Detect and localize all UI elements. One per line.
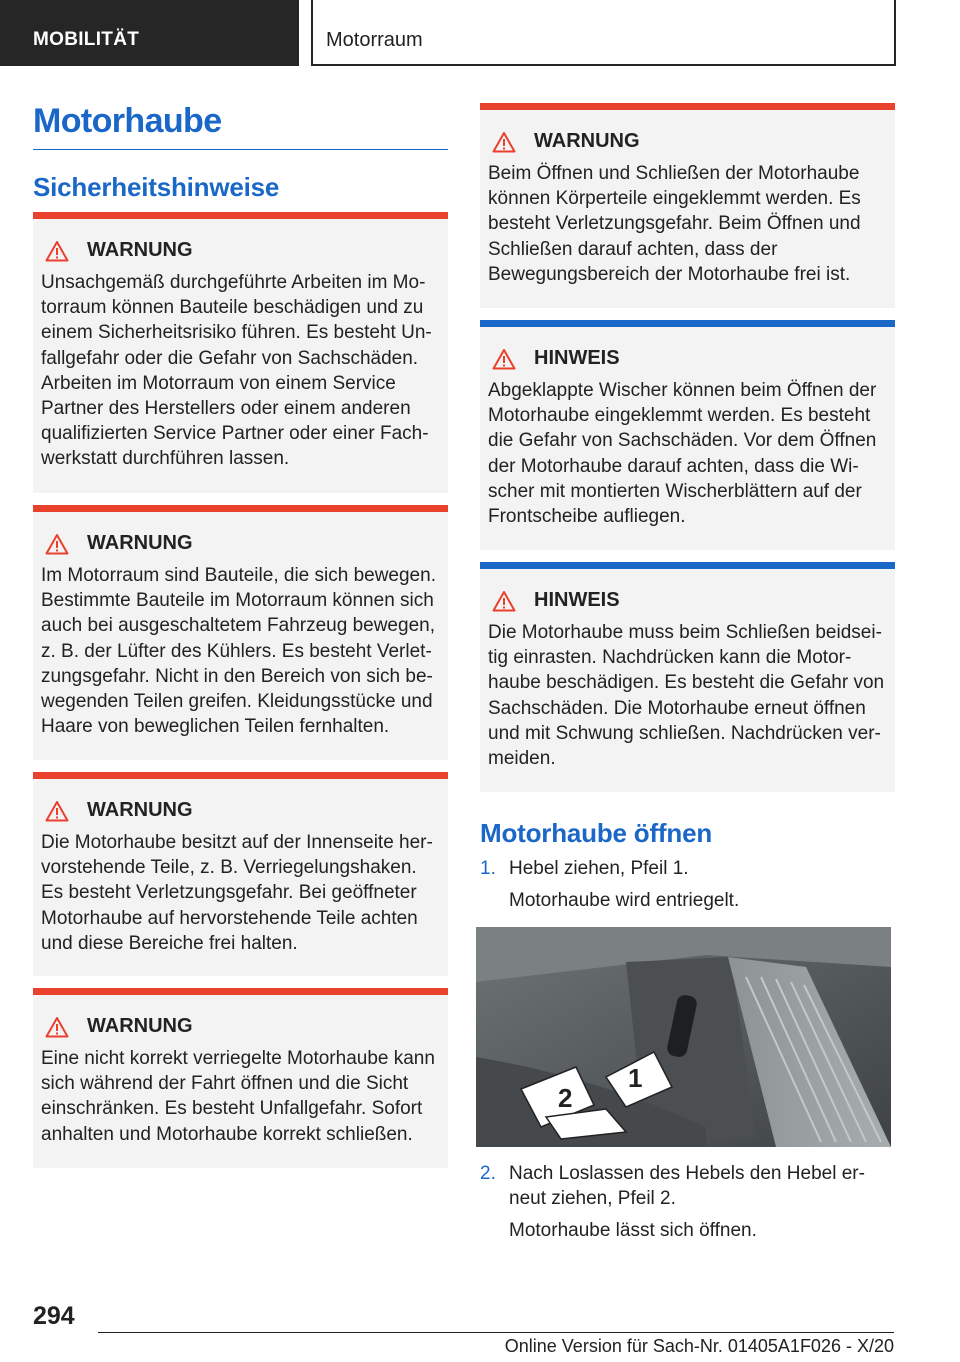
note-text: Die Motorhaube muss beim Schließen beidseitig einrasten. Nachdrücken kann die Motorhaube beschädigen. Es besteht die Gefahr von Sachschäden. Die Motorhaube erneut öffnen und mit Schwung schließen. Nachdrücken vermeiden. xyxy=(488,622,885,770)
warning-title xyxy=(45,239,440,262)
section-heading-safety: Sicherheitshinweise xyxy=(33,172,280,202)
warning-label: WARNUNG xyxy=(534,130,640,152)
section-label: MOBILITÄT xyxy=(33,29,140,50)
step-result: Motorhaube lässt sich öffnen. xyxy=(509,1220,757,1242)
note-title xyxy=(492,347,887,370)
note-text: Abgeklappte Wischer können beim Öffnen der Motorhaube eingeklemmt werden. Es besteht die Gefahr von Sachschäden. Vor dem Öffnen der Motorhaube darauf achten, dass die Wischer mit montierten Wischerblättern auf der Frontscheibe aufliegen. xyxy=(488,380,877,528)
step-2 xyxy=(480,1161,895,1244)
arrow-1-label: 1 xyxy=(628,1063,643,1093)
warning-triangle-icon xyxy=(45,533,69,555)
warning-text: Eine nicht korrekt verriegelte Motorhaube kann sich während der Fahrt öffnen und die Sicht einschränken. Es besteht Unfallgefahr. Sofort anhalten und Motorhaube korrekt schließen. xyxy=(41,1048,435,1145)
page-number: 294 xyxy=(33,1302,75,1330)
chapter-label: Motorraum xyxy=(326,29,423,51)
warning-title xyxy=(492,130,887,153)
warning-triangle-icon xyxy=(492,131,516,153)
warning-label: WARNUNG xyxy=(87,532,193,554)
footer-divider xyxy=(98,1332,894,1333)
section-heading-open-hood: Motorhaube öffnen xyxy=(480,818,713,848)
warning-title xyxy=(45,799,440,822)
warning-triangle-icon xyxy=(45,240,69,262)
warning-text: Unsachgemäß durchgeführte Arbeiten im Motorraum können Bauteile beschädigen und zu einem Sicherheitsrisiko führen. Es besteht Unfallgefahr oder die Gefahr von Sachschäden. Arbeiten im Motorraum von einem Service Partner des Herstellers oder einem anderen qualifizierten Service Partner oder einer Fachwerkstatt durchführen lassen. xyxy=(41,272,432,470)
warning-text: Im Motorraum sind Bauteile, die sich bewegen. Bestimmte Bauteile im Motorraum können sich auch bei ausgeschaltetem Fahrzeug bewegen, z. B. der Lüfter des Kühlers. Es besteht Verletzungsgefahr. Nicht in den Bereich von sich bewegenden Teilen greifen. Kleidungsstücke und Haare von beweglichen Teilen fernhalten. xyxy=(41,565,436,738)
warning-label: WARNUNG xyxy=(87,239,193,261)
warning-label: WARNUNG xyxy=(87,1015,193,1037)
step-result: Motorhaube wird entriegelt. xyxy=(509,890,740,912)
step-number: 1. xyxy=(480,858,496,879)
warning-triangle-icon xyxy=(492,348,516,370)
warning-triangle-icon xyxy=(45,800,69,822)
warning-label: WARNUNG xyxy=(87,799,193,821)
note-title xyxy=(492,589,887,612)
warning-box-5 xyxy=(480,103,895,308)
warning-text: Beim Öffnen und Schließen der Motorhaube können Körperteile eingeklemmt werden. Es besteht Verletzungsgefahr. Beim Öffnen und Schließen darauf achten, dass der Bewegungsbereich der Motorhaube frei ist. xyxy=(488,163,861,285)
note-box-1 xyxy=(480,320,895,550)
warning-triangle-icon xyxy=(45,1016,69,1038)
step-1 xyxy=(480,856,895,913)
step-text: Hebel ziehen, Pfeil 1. xyxy=(509,858,689,879)
warning-triangle-icon xyxy=(492,590,516,612)
footer-version-text: Online Version für Sach-Nr. 01405A1F026 - X/20 xyxy=(504,1336,894,1356)
arrow-2-label: 2 xyxy=(558,1083,573,1113)
section-tab xyxy=(0,0,299,66)
step-number: 2. xyxy=(480,1163,496,1184)
page-title: Motorhaube xyxy=(33,102,448,150)
note-box-2 xyxy=(480,562,895,792)
hood-release-illustration xyxy=(476,927,891,1147)
note-label: HINWEIS xyxy=(534,347,620,369)
chapter-tab xyxy=(311,0,896,66)
warning-box-3 xyxy=(33,772,448,976)
warning-text: Die Motorhaube besitzt auf der Innenseite hervorstehende Teile, z. B. Verriegelungshaken. Es besteht Verletzungsgefahr. Bei geöffneter Motorhaube auf hervorstehende Teile achten und diese Bereiche frei halten. xyxy=(41,832,433,954)
step-text: Nach Loslassen des Hebels den Hebel erneut ziehen, Pfeil 2. xyxy=(509,1163,865,1210)
warning-box-4 xyxy=(33,988,448,1168)
warning-title xyxy=(45,1015,440,1038)
hood-release-lever-photo xyxy=(476,927,891,1147)
warning-box-2 xyxy=(33,505,448,760)
note-label: HINWEIS xyxy=(534,589,620,611)
warning-title xyxy=(45,532,440,555)
warning-box-1 xyxy=(33,212,448,493)
